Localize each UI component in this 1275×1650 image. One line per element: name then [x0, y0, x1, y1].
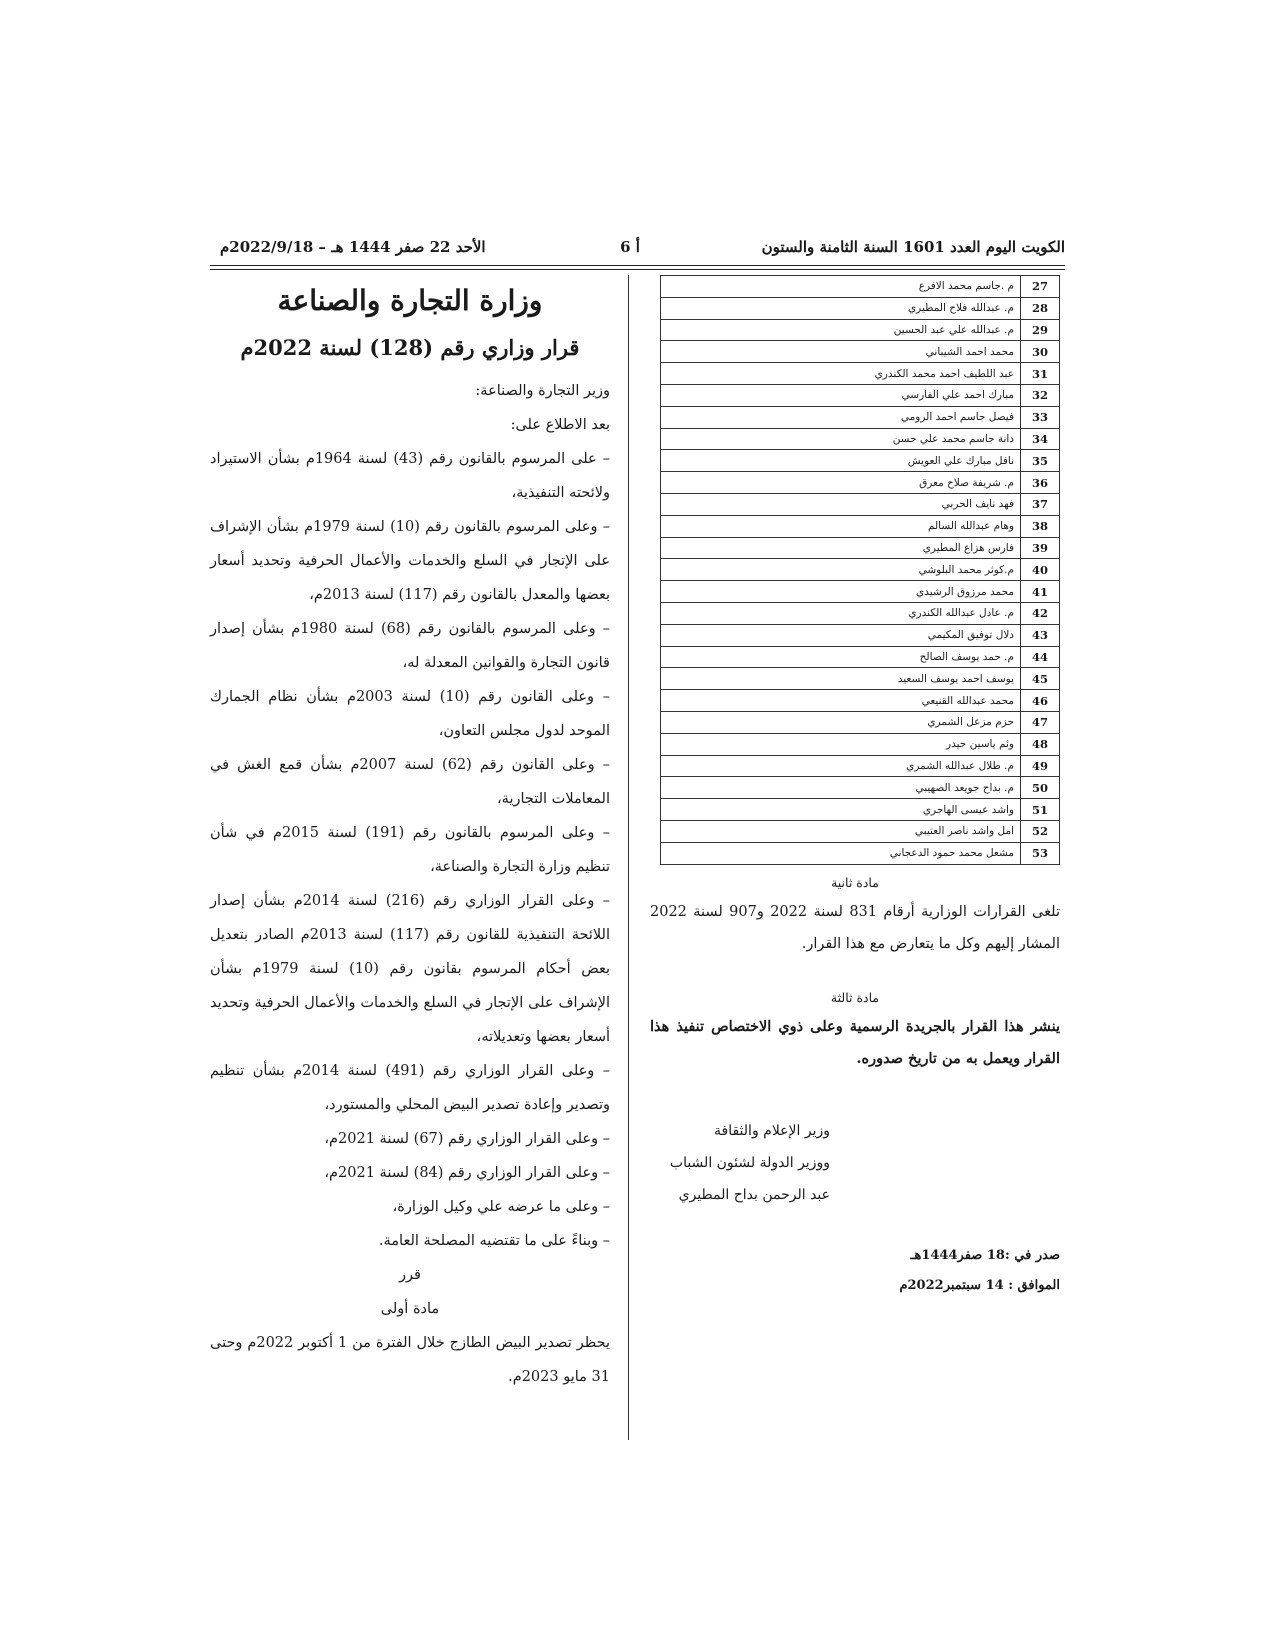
table-row — [661, 842, 1060, 864]
row-name: دلال توفيق المكيمي — [661, 624, 1021, 646]
row-number: 49 — [1021, 755, 1060, 777]
table-row — [661, 581, 1060, 603]
row-name: م. عبدالله علي عبد الحسين — [661, 319, 1021, 341]
decision-paragraph: – وعلى القانون رقم (62) لسنة 2007م بشأن قمع الغش في المعاملات التجارية، — [210, 757, 610, 807]
row-number: 47 — [1021, 711, 1060, 733]
table-row — [661, 777, 1060, 799]
row-name: وئم ياسين حيدر — [661, 733, 1021, 755]
names-table — [660, 275, 1060, 865]
decision-paragraph: – وعلى القانون رقم (10) لسنة 2003م بشأن نظام الجمارك الموحد لدول مجلس التعاون، — [210, 689, 610, 739]
row-number: 45 — [1021, 668, 1060, 690]
row-number: 38 — [1021, 515, 1060, 537]
decision-paragraph: – على المرسوم بالقانون رقم (43) لسنة 1964م بشأن الاستيراد ولائحته التنفيذية، — [210, 451, 610, 501]
row-number: 44 — [1021, 646, 1060, 668]
left-column — [210, 280, 610, 1394]
row-number: 33 — [1021, 406, 1060, 428]
row-number: 39 — [1021, 537, 1060, 559]
row-number: 46 — [1021, 690, 1060, 712]
row-number: 32 — [1021, 384, 1060, 406]
decision-paragraph: – وعلى القرار الوزاري رقم (67) لسنة 2021م، — [324, 1131, 610, 1147]
row-name: مبارك احمد علي الفارسي — [661, 384, 1021, 406]
row-number: 34 — [1021, 428, 1060, 450]
row-number: 43 — [1021, 624, 1060, 646]
row-number: 29 — [1021, 319, 1060, 341]
issued-gregorian: الموافق : 14 سبتمبر2022م — [899, 1277, 1060, 1293]
row-name: حزم مزعل الشمري — [661, 711, 1021, 733]
decision-paragraph: – وعلى المرسوم بالقانون رقم (10) لسنة 1979م بشأن الإشراف على الإتجار في السلع والخدمات والأعمال الحرفية وتحديد أسعار بعضها والمعدل بالقانون رقم (117) لسنة 2013م، — [210, 519, 610, 603]
table-row — [661, 493, 1060, 515]
table-row — [661, 363, 1060, 385]
decision-paragraph: وزير التجارة والصناعة: — [475, 383, 610, 399]
row-number: 50 — [1021, 777, 1060, 799]
row-number: 48 — [1021, 733, 1060, 755]
row-number: 51 — [1021, 799, 1060, 821]
header-issue-info: الكويت اليوم العدد 1601 السنة الثامنة والستون — [761, 238, 1065, 256]
table-row — [661, 537, 1060, 559]
table-row — [661, 668, 1060, 690]
row-name: نافل مبارك علي العويش — [661, 450, 1021, 472]
decision-paragraph: – وعلى المرسوم بالقانون رقم (191) لسنة 2015م في شأن تنظيم وزارة التجارة والصناعة، — [210, 825, 610, 875]
article-3-heading: مادة ثالثة — [830, 989, 880, 1005]
row-name: م. عادل عبدالله الكندري — [661, 602, 1021, 624]
row-name: فيصل جاسم احمد الرومي — [661, 406, 1021, 428]
row-name: محمد احمد الشيباني — [661, 341, 1021, 363]
row-number: 30 — [1021, 341, 1060, 363]
header-page-number: أ 6 — [620, 238, 640, 256]
article-3-text: ينشر هذا القرار بالجريدة الرسمية وعلى ذوي الاختصاص تنفيذ هذا القرار ويعمل به من تاريخ صدوره. — [650, 1017, 1060, 1067]
row-number: 41 — [1021, 581, 1060, 603]
decision-paragraph: – وبناءً على ما تقتضيه المصلحة العامة. — [378, 1233, 610, 1249]
row-name: م. حمد يوسف الصالح — [661, 646, 1021, 668]
issue-date-block — [650, 1241, 1060, 1301]
right-column — [650, 275, 1060, 1301]
decision-paragraph: – وعلى القرار الوزاري رقم (216) لسنة 2014م بشأن إصدار اللائحة التنفيذية للقانون رقم (117) لسنة 2013م الصادر بتعديل بعض أحكام المرسوم بقانون رقم (10) لسنة 1979م بشأن الإشراف على الإتجار في السلع والخدمات والأعمال الحرفية وتحديد أسعار بعضها وتعديلاته، — [210, 893, 610, 1045]
table-row — [661, 690, 1060, 712]
table-row — [661, 428, 1060, 450]
decided-heading: قرر — [399, 1267, 421, 1283]
row-name: امل واشد ناصر العتيبي — [661, 820, 1021, 842]
article-2-heading: مادة ثانية — [831, 874, 879, 890]
table-row — [661, 406, 1060, 428]
row-number: 53 — [1021, 842, 1060, 864]
table-row — [661, 341, 1060, 363]
row-name: م. طلال عبدالله الشمري — [661, 755, 1021, 777]
table-row — [661, 450, 1060, 472]
row-name: وهام عبدالله السالم — [661, 515, 1021, 537]
column-divider — [628, 275, 629, 1440]
ministry-title: وزارة التجارة والصناعة — [277, 284, 543, 317]
row-name: فهد نايف الحربي — [661, 493, 1021, 515]
table-row — [661, 276, 1060, 298]
table-row — [661, 624, 1060, 646]
row-name: م. عبدالله فلاح المطيري — [661, 297, 1021, 319]
table-row — [661, 515, 1060, 537]
decision-paragraph: بعد الاطلاع على: — [510, 417, 610, 433]
row-number: 31 — [1021, 363, 1060, 385]
decision-paragraph: – وعلى القرار الوزاري رقم (84) لسنة 2021م، — [324, 1165, 610, 1181]
article-1-text: يحظر تصدير البيض الطازج خلال الفترة من 1 أكتوبر 2022م وحتى 31 مايو 2023م. — [210, 1335, 610, 1385]
article-2-text: تلغى القرارات الوزارية أرقام 831 لسنة 2022 و907 لسنة 2022 المشار إليهم وكل ما يتعارض مع هذا القرار. — [650, 903, 1060, 952]
row-number: 42 — [1021, 602, 1060, 624]
table-row — [661, 319, 1060, 341]
row-number: 27 — [1021, 276, 1060, 298]
row-number: 37 — [1021, 493, 1060, 515]
row-number: 52 — [1021, 820, 1060, 842]
table-row — [661, 820, 1060, 842]
header-rule — [210, 265, 1065, 266]
table-row — [661, 384, 1060, 406]
table-row — [661, 733, 1060, 755]
header-date: الأحد 22 صفر 1444 هـ – 2022/9/18م — [220, 238, 486, 256]
row-number: 36 — [1021, 472, 1060, 494]
table-row — [661, 755, 1060, 777]
row-name: مشعل محمد حمود الدعجاني — [661, 842, 1021, 864]
row-number: 28 — [1021, 297, 1060, 319]
decision-paragraph: – وعلى ما عرضه علي وكيل الوزارة، — [392, 1199, 610, 1215]
table-row — [661, 602, 1060, 624]
table-row — [661, 646, 1060, 668]
row-name: م. شريفة صلاح معرق — [661, 472, 1021, 494]
row-name: عبد اللطيف احمد محمد الكندري — [661, 363, 1021, 385]
table-row — [661, 711, 1060, 733]
signature-name: عبد الرحمن بداح المطيري — [678, 1186, 830, 1203]
signature-block — [650, 1115, 830, 1211]
row-name: دانة جاسم محمد علي حسن — [661, 428, 1021, 450]
article-1-heading: مادة أولى — [380, 1301, 440, 1317]
row-name: محمد عبدالله القنيعي — [661, 690, 1021, 712]
signature-line-2: ووزير الدولة لشئون الشباب — [669, 1154, 830, 1171]
row-name: فارس هزاع المطيري — [661, 537, 1021, 559]
row-name: م .جاسم محمد الافرع — [661, 276, 1021, 298]
table-row — [661, 297, 1060, 319]
table-row — [661, 472, 1060, 494]
row-name: يوسف احمد يوسف السعيد — [661, 668, 1021, 690]
row-name: واشد عيسى الهاجري — [661, 799, 1021, 821]
header-rule-secondary — [210, 269, 1065, 270]
issued-hijri: صدر في :18 صفر1444هـ — [910, 1247, 1060, 1263]
decision-paragraph: – وعلى القرار الوزاري رقم (491) لسنة 2014م بشأن تنظيم وتصدير وإعادة تصدير البيض المحلي والمستورد، — [210, 1063, 610, 1113]
decision-title: قرار وزاري رقم (128) لسنة 2022م — [240, 335, 580, 360]
row-name: محمد مرزوق الرشيدي — [661, 581, 1021, 603]
row-name: م. بداح جويعد الصهيبي — [661, 777, 1021, 799]
table-row — [661, 799, 1060, 821]
row-number: 35 — [1021, 450, 1060, 472]
decision-paragraph: – وعلى المرسوم بالقانون رقم (68) لسنة 1980م بشأن إصدار قانون التجارة والقوانين المعدلة له، — [210, 621, 610, 671]
row-number: 40 — [1021, 559, 1060, 581]
table-row — [661, 559, 1060, 581]
signature-line-1: وزير الإعلام والثقافة — [714, 1122, 830, 1139]
row-name: م.كوثر محمد البلوشي — [661, 559, 1021, 581]
